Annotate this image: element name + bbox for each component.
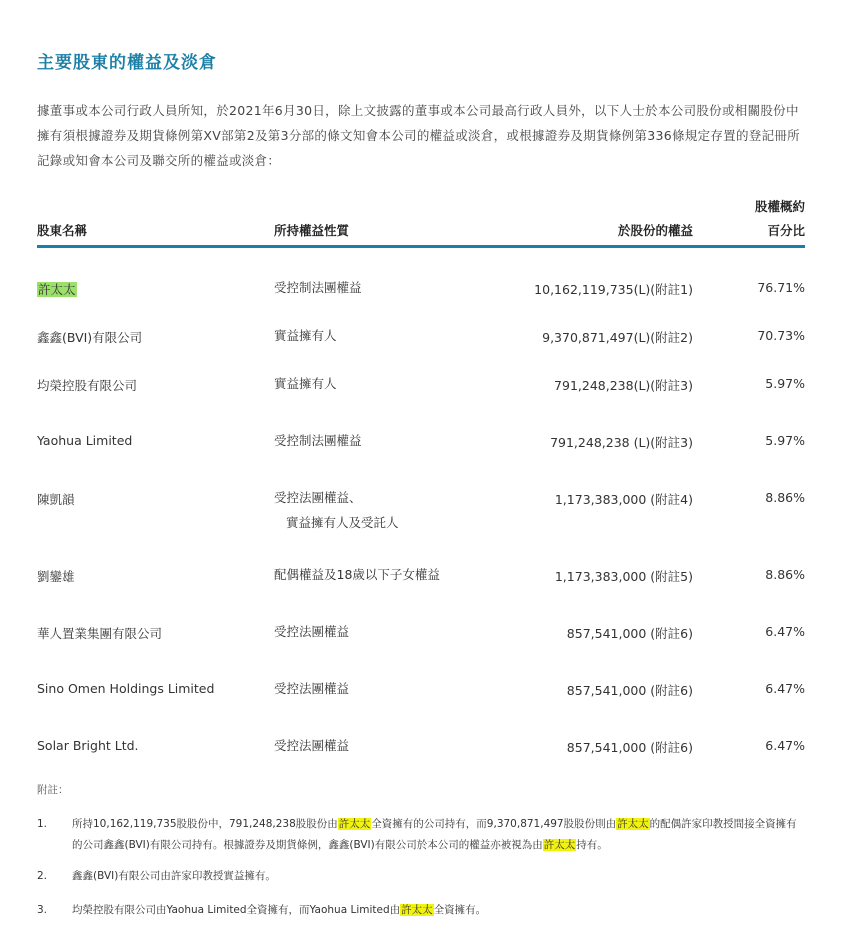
row-pct: 70.73% xyxy=(757,328,805,343)
row-interest: 10,162,119,735(L)(附註1) xyxy=(534,282,693,297)
row-name: 劉鑾雄 xyxy=(37,569,75,584)
row-nature: 受控制法團權益 xyxy=(274,433,362,448)
row-nature: 受控法團權益 xyxy=(274,738,350,753)
header-nature: 所持權益性質 xyxy=(274,223,350,238)
row-interest: 1,173,383,000 (附註4) xyxy=(554,492,693,507)
row-interest: 857,541,000 (附註6) xyxy=(566,626,693,641)
row-nature: 配偶權益及18歲以下子女權益 xyxy=(274,567,440,582)
row-pct: 5.97% xyxy=(765,376,805,391)
row-pct: 8.86% xyxy=(765,567,805,582)
row-nature: 實益擁有人 xyxy=(274,376,337,391)
header-name: 股東名稱 xyxy=(37,223,88,238)
row-pct: 6.47% xyxy=(765,738,805,753)
row-nature: 受控法團權益 xyxy=(274,681,350,696)
note-number: 3. xyxy=(37,904,48,916)
header-pct-line2: 百分比 xyxy=(767,223,805,238)
header-pct-line1: 股權概約 xyxy=(754,199,805,214)
row-name: 華人置業集團有限公司 xyxy=(37,626,163,641)
note-text: 均榮控股有限公司由Yaohua Limited全資擁有，而Yaohua Limited由許太太全資擁有。 xyxy=(72,904,487,916)
section-title: 主要股東的權益及淡倉 xyxy=(37,53,217,73)
note-number: 2. xyxy=(37,870,48,882)
row-interest: 857,541,000 (附註6) xyxy=(566,683,693,698)
row-interest: 857,541,000 (附註6) xyxy=(566,740,693,755)
row-pct: 6.47% xyxy=(765,681,805,696)
row-nature: 受控制法團權益 xyxy=(274,280,362,295)
header-divider xyxy=(37,245,805,248)
row-name: 陳凱韻 xyxy=(37,492,75,507)
table-header xyxy=(37,193,807,243)
row-name: 鑫鑫(BVI)有限公司 xyxy=(37,330,143,345)
header-interest: 於股份的權益 xyxy=(617,223,693,238)
row-interest: 9,370,871,497(L)(附註2) xyxy=(542,330,693,345)
intro-paragraph: 據董事或本公司行政人員所知，於2021年6月30日，除上文披露的董事或本公司最高行政人員外，以下人士於本公司股份或相關股份中擁有須根據證券及期貨條例第XV部第2及第3分部的條文知會本公司的權益或淡倉，或根據證券及期貨條例第336條規定存置的登記冊所記錄或知會本公司及聯交所的權益或淡倉： xyxy=(37,103,800,168)
row-name: 均榮控股有限公司 xyxy=(37,378,138,393)
row-nature: 實益擁有人 xyxy=(274,328,337,343)
row-interest: 791,248,238(L)(附註3) xyxy=(554,378,693,393)
row-nature: 受控法團權益 xyxy=(274,624,350,639)
note-text: 所持10,162,119,735股股份中，791,248,238股股份由許太太全資擁有的公司持有，而9,370,871,497股股份則由許太太的配偶許家印教授間接全資擁有的公司鑫鑫(BVI)有限公司持有。根據證券及期貨條例，鑫鑫(BVI)有限公司於本公司的權益亦被視為由許太太持有。 xyxy=(72,818,797,851)
row-interest: 1,173,383,000 (附註5) xyxy=(554,569,693,584)
note-number: 1. xyxy=(37,818,48,830)
note-text: 鑫鑫(BVI)有限公司由許家印教授實益擁有。 xyxy=(72,870,276,882)
row-pct: 5.97% xyxy=(765,433,805,448)
row-name: Sino Omen Holdings Limited xyxy=(37,681,215,696)
row-nature-line2: 實益擁有人及受託人 xyxy=(286,515,399,530)
row-name: Solar Bright Ltd. xyxy=(37,738,139,753)
row-pct: 76.71% xyxy=(757,280,805,295)
row-nature: 受控法團權益、 xyxy=(274,490,362,505)
row-pct: 8.86% xyxy=(765,490,805,505)
notes-heading: 附註： xyxy=(37,784,69,796)
row-name: 許太太 xyxy=(38,282,76,297)
row-pct: 6.47% xyxy=(765,624,805,639)
row-interest: 791,248,238 (L)(附註3) xyxy=(550,435,693,450)
row-name: Yaohua Limited xyxy=(37,433,133,448)
